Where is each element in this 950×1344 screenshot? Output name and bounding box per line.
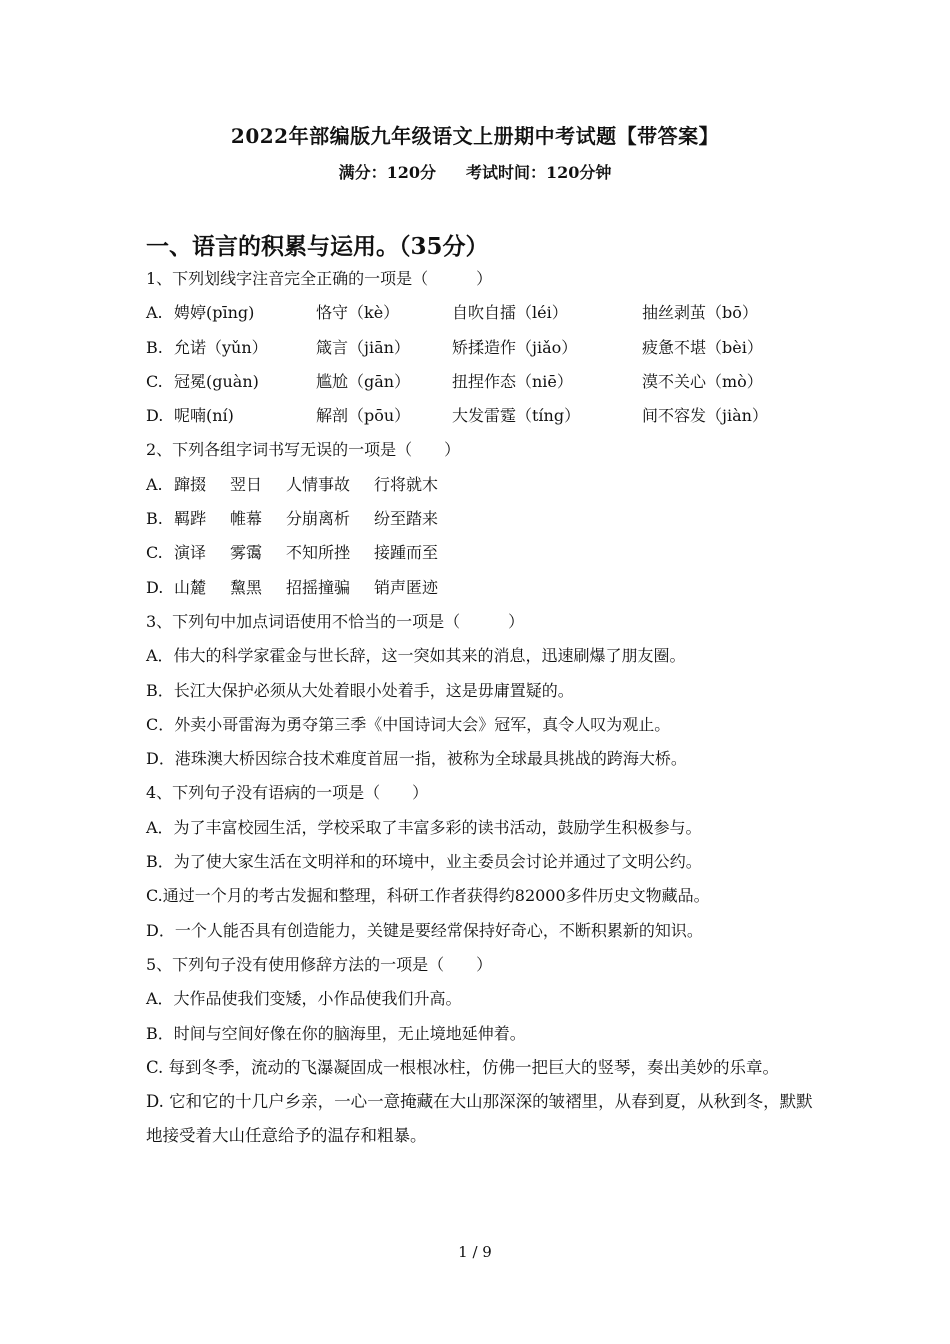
list-item: 解剖（pōu） (316, 406, 411, 426)
list-item: 疲惫不堪（bèi） (642, 337, 763, 357)
list-item: 接踵而至 (374, 543, 439, 563)
q3-option-b: B．长江大保护必须从大处着眼小处着手，这是毋庸置疑的。 (146, 680, 574, 700)
list-item: 销声匿迹 (374, 577, 439, 597)
option-label: A. (146, 474, 163, 494)
list-item: 自吹自擂（léi） (452, 303, 568, 323)
list-item: 行将就木 (374, 474, 439, 494)
q5-option-b: B．时间与空间好像在你的脑海里，无止境地延伸着。 (146, 1023, 526, 1043)
list-item: 抽丝剥茧（bō） (642, 303, 758, 323)
exam-meta (0, 160, 950, 183)
q5-option-a: A．大作品使我们变矮，小作品使我们升高。 (146, 989, 462, 1009)
list-item: 纷至踏来 (374, 509, 439, 529)
q3-option-a: A．伟大的科学家霍金与世长辞，这一突如其来的消息，迅速刷爆了朋友圈。 (146, 646, 686, 666)
exam-title: 2022年部编版九年级语文上册期中考试题【带答案】 (230, 124, 720, 148)
q1-option-a (146, 296, 816, 330)
list-item: 演译 (174, 543, 207, 563)
q2-option-c (146, 536, 816, 570)
q1-option-d (146, 399, 816, 433)
list-item: 不知所挫 (286, 543, 351, 563)
q4-option-a: A．为了丰富校园生活，学校采取了丰富多彩的读书活动，鼓励学生积极参与。 (146, 817, 702, 837)
exam-time: 考试时间：120分钟 (466, 163, 612, 182)
q2-stem: 2、下列各组字词书写无误的一项是（ ） (146, 440, 461, 460)
list-item: 恪守（kè） (316, 303, 400, 323)
list-item: 雾霭 (230, 543, 263, 563)
q4-stem: 4、下列句子没有语病的一项是（ ） (146, 783, 429, 803)
q2-option-a (146, 468, 816, 502)
questions (146, 262, 816, 1154)
list-item: 箴言（jiān） (316, 337, 410, 357)
q3-option-c: C．外卖小哥雷海为勇夺第三季《中国诗词大会》冠军，真令人叹为观止。 (146, 714, 671, 734)
list-item: 冠冕(guàn) (174, 371, 259, 391)
list-item: 招摇撞骗 (286, 577, 351, 597)
list-item: 允诺（yǔn） (174, 337, 268, 357)
q5-option-d: D. 它和它的十几户乡亲，一心一意掩藏在大山那深深的皱褶里，从春到夏，从秋到冬，默默地接受着大山任意给予的温存和粗暴。 (146, 1092, 813, 1146)
list-item: 山麓 (174, 577, 207, 597)
option-label: B. (146, 337, 163, 357)
list-item: 分崩离析 (286, 509, 351, 529)
q3-stem: 3、下列句中加点词语使用不恰当的一项是（ ） (146, 611, 525, 631)
list-item: 漠不关心（mò） (642, 371, 763, 391)
list-item: 间不容发（jiàn） (642, 406, 768, 426)
list-item: 扭捏作态（niē） (452, 371, 573, 391)
list-item: 翌日 (230, 474, 263, 494)
section-heading: 一、语言的积累与运用。（35分） (146, 233, 489, 260)
list-item: 帷幕 (230, 509, 263, 529)
full-score: 满分：120分 (338, 163, 436, 182)
option-label: C. (146, 371, 163, 391)
list-item: 羁跸 (174, 509, 207, 529)
q4-option-c: C.通过一个月的考古发掘和整理，科研工作者获得约82000多件历史文物藏品。 (146, 886, 710, 906)
option-label: B. (146, 509, 163, 529)
q3-option-d: D．港珠澳大桥因综合技术难度首屈一指，被称为全球最具挑战的跨海大桥。 (146, 749, 687, 769)
list-item: 呢喃(ní) (174, 406, 234, 426)
list-item: 矫揉造作（jiǎo） (452, 337, 578, 357)
list-item: 蹿掇 (174, 474, 207, 494)
q5-stem: 5、下列句子没有使用修辞方法的一项是（ ） (146, 954, 493, 974)
list-item: 尴尬（gān） (316, 371, 411, 391)
list-item: 娉婷(pīng) (174, 303, 255, 323)
q1-stem: 1、下列划线字注音完全正确的一项是（ ） (146, 269, 493, 288)
option-label: A. (146, 303, 163, 323)
list-item: 人情事故 (286, 474, 351, 494)
page-number: 1 / 9 (458, 1243, 492, 1261)
q2-option-b (146, 502, 816, 536)
q4-option-d: D．一个人能否具有创造能力，关键是要经常保持好奇心，不断积累新的知识。 (146, 920, 703, 940)
q5-option-c: C. 每到冬季，流动的飞瀑凝固成一根根冰柱，仿佛一把巨大的竖琴，奏出美妙的乐章。 (146, 1057, 780, 1077)
option-label: D. (146, 406, 164, 426)
list-item: 大发雷霆（tíng） (452, 406, 581, 426)
option-label: D. (146, 577, 164, 597)
q1-option-b (146, 331, 816, 365)
list-item: 黧黑 (230, 577, 263, 597)
q1-option-c (146, 365, 816, 399)
option-label: C. (146, 543, 163, 563)
q4-option-b: B．为了使大家生活在文明祥和的环境中，业主委员会讨论并通过了文明公约。 (146, 852, 702, 872)
q2-option-d (146, 571, 816, 605)
